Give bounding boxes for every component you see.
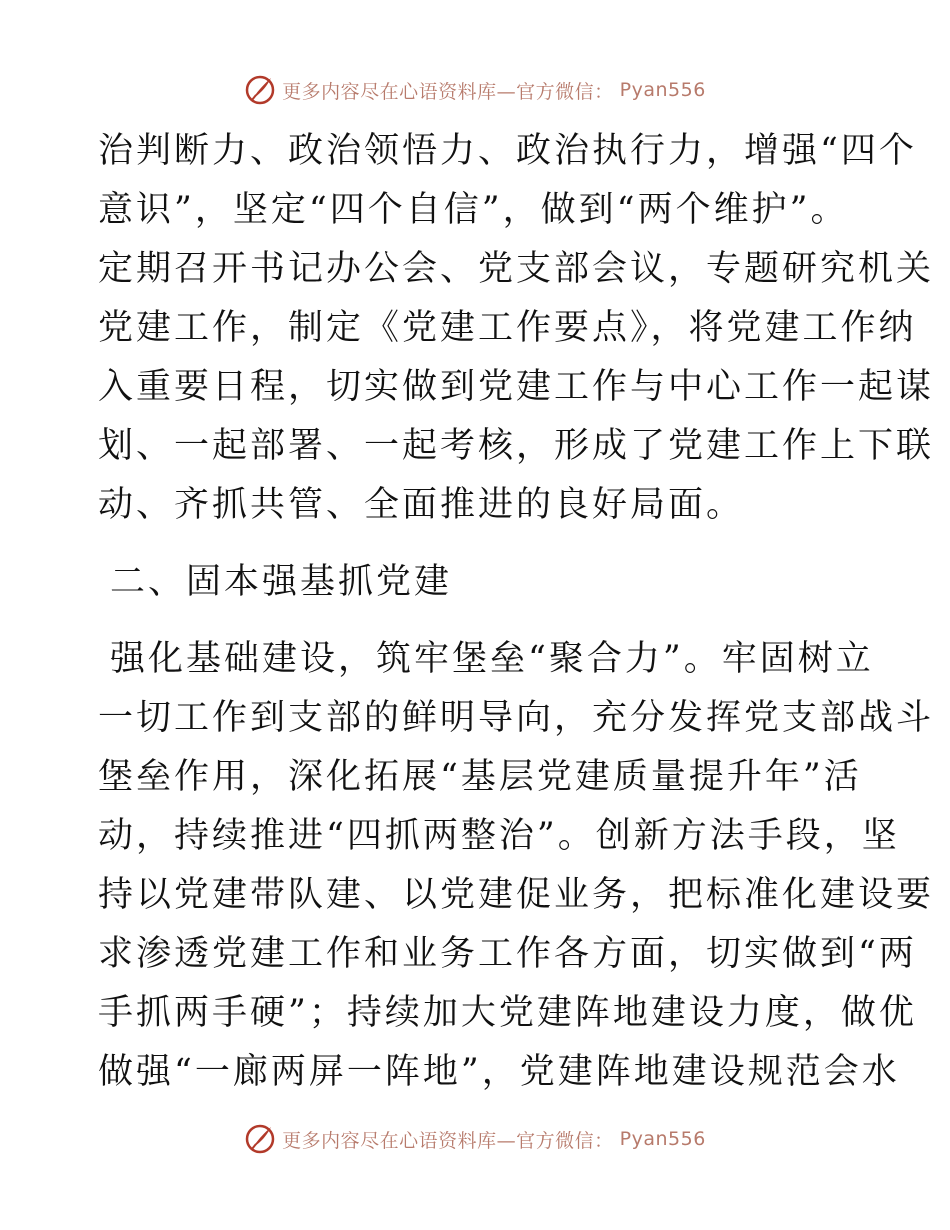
header-watermark (0, 74, 950, 106)
text-line: 划、一起部署、一起考核，形成了党建工作上下联 (98, 426, 935, 466)
watermark-text: 更多内容尽在心语资料库—官方微信： (282, 80, 614, 103)
section-heading: 二、固本强基抓党建 (110, 562, 453, 602)
text-line: 一切工作到支部的鲜明导向，充分发挥党支部战斗 (98, 698, 935, 738)
text-line: 动，持续推进“四抓两整治”。创新方法手段，坚 (98, 816, 900, 856)
watermark-text: 更多内容尽在心语资料库—官方微信： (282, 1129, 614, 1152)
text-line: 定期召开书记办公会、党支部会议，专题研究机关 (98, 249, 935, 289)
watermark-wechat-id: Pyan556 (619, 79, 706, 101)
document-body (98, 122, 935, 1102)
text-line: 党建工作，制定《党建工作要点》，将党建工作纳 (98, 308, 917, 348)
text-line: 堡垒作用，深化拓展“基层党建质量提升年”活 (98, 757, 862, 797)
footer-watermark (0, 1123, 950, 1155)
text-line: 求渗透党建工作和业务工作各方面，切实做到“两 (98, 934, 917, 974)
text-line: 意识”，坚定“四个自信”，做到“两个维护”。 (98, 190, 849, 230)
quill-circle-logo-icon (244, 1123, 276, 1155)
paragraph-1 (98, 122, 935, 535)
text-line: 动、齐抓共管、全面推进的良好局面。 (98, 485, 745, 525)
text-line: 持以党建带队建、以党建促业务，把标准化建设要 (98, 875, 935, 915)
paragraph-2 (98, 630, 935, 1102)
text-line: 手抓两手硬”；持续加大党建阵地建设力度，做优 (98, 993, 917, 1033)
text-line: 强化基础建设，筑牢堡垒“聚合力”。牢固树立 (110, 639, 874, 679)
text-line: 入重要日程，切实做到党建工作与中心工作一起谋 (98, 367, 935, 407)
quill-circle-logo-icon (244, 74, 276, 106)
text-line: 做强“一廊两屏一阵地”，党建阵地建设规范会水 (98, 1052, 900, 1092)
text-line: 治判断力、政治领悟力、政治执行力，增强“四个 (98, 131, 917, 171)
watermark-wechat-id: Pyan556 (619, 1128, 706, 1150)
